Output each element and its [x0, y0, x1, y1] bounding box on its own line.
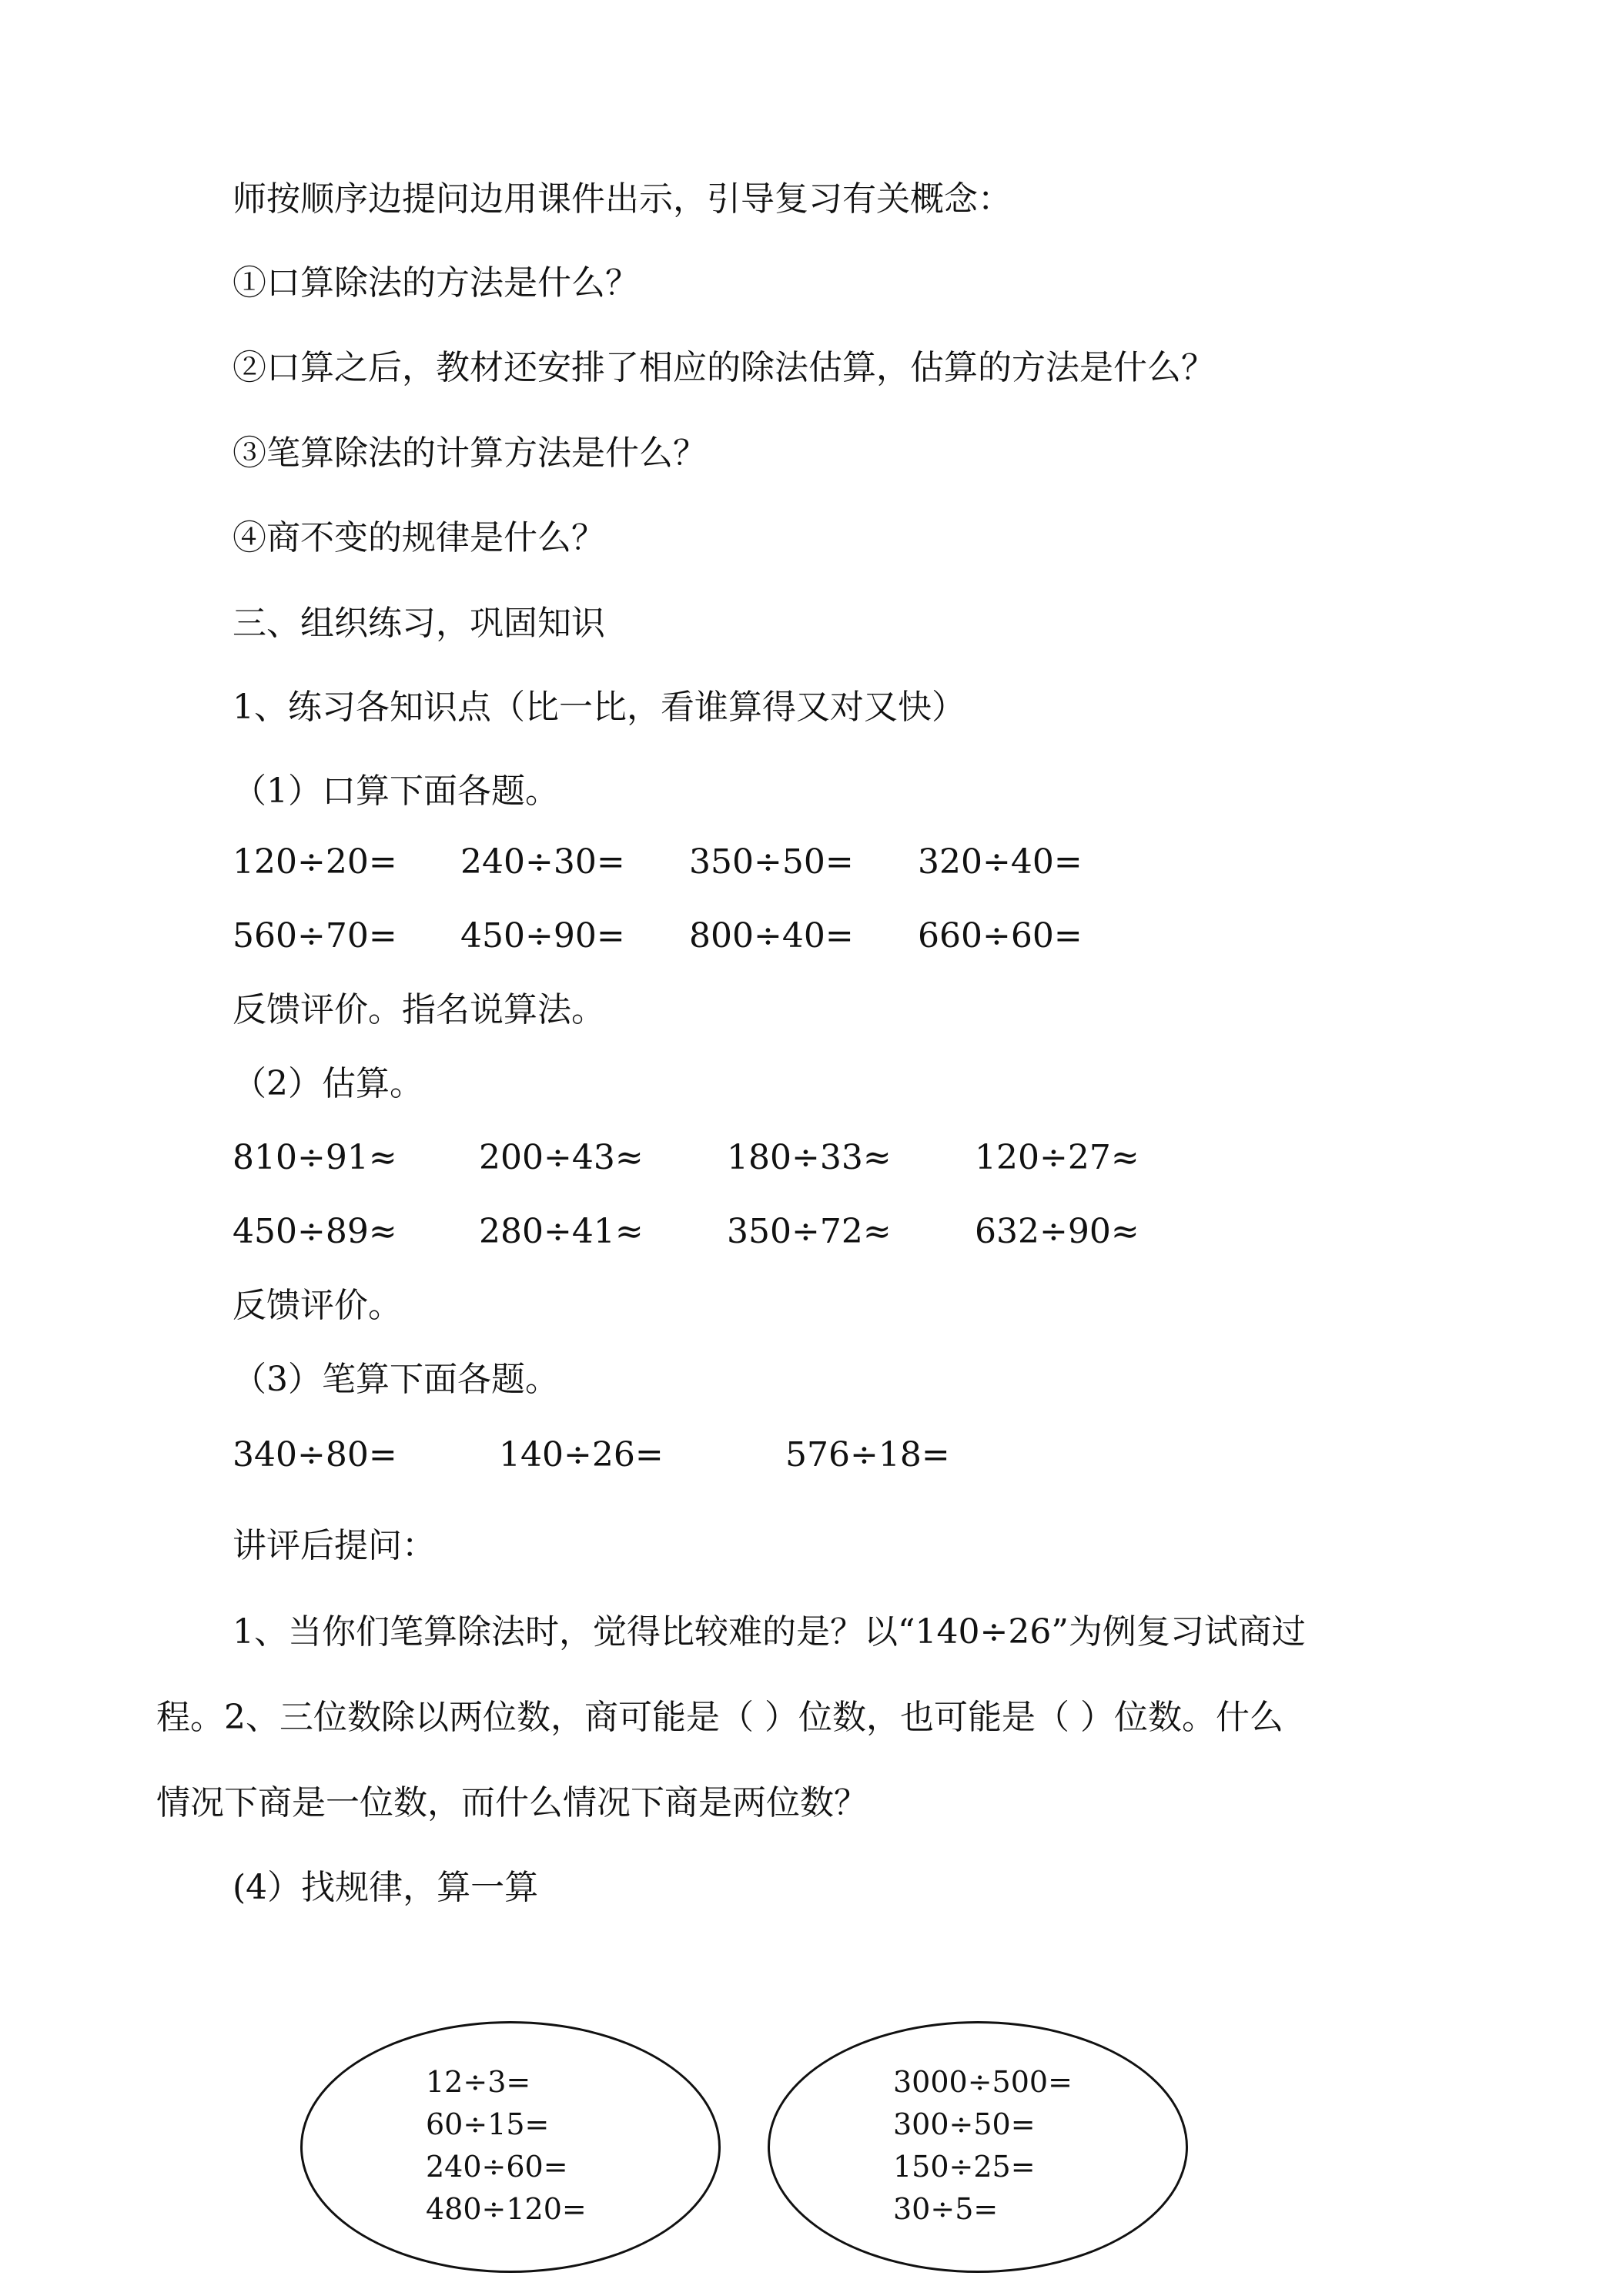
pattern-item: 240÷60= [426, 2150, 568, 2184]
oral-calc-item: 320÷40= [918, 842, 1083, 882]
estimation-item: 350÷72≈ [727, 1212, 892, 1251]
paragraph-line-1: 1、当你们笔算除法时，觉得比较难的是？以“140÷26”为例复习试商过 [233, 1612, 1306, 1652]
written-calc-item: 140÷26= [499, 1435, 664, 1474]
review-prompt: 讲评后提问： [233, 1526, 436, 1565]
estimation-item: 120÷27≈ [975, 1138, 1139, 1177]
estimation-item: 450÷89≈ [233, 1212, 397, 1251]
paragraph-line-3: 情况下商是一位数，而什么情况下商是两位数？ [156, 1783, 868, 1822]
pattern-oval-left [300, 2021, 721, 2273]
intro-text: 师按顺序边提问边用课件出示，引导复习有关概念： [233, 179, 1012, 219]
oral-calc-item: 450÷90= [460, 916, 625, 956]
pattern-item: 480÷120= [426, 2192, 587, 2226]
subheading-written: （3）笔算下面各题。 [233, 1360, 559, 1399]
oral-calc-item: 660÷60= [918, 916, 1083, 956]
question-3: ③笔算除法的计算方法是什么？ [233, 433, 707, 473]
pattern-item: 150÷25= [893, 2150, 1036, 2184]
pattern-item: 12÷3= [426, 2065, 531, 2099]
written-calc-item: 576÷18= [785, 1435, 950, 1474]
written-calc-item: 340÷80= [233, 1435, 397, 1474]
pattern-item: 30÷5= [893, 2192, 999, 2226]
feedback-2: 反馈评价。 [233, 1286, 402, 1325]
practice-heading: 1、练习各知识点（比一比，看谁算得又对又快） [233, 688, 965, 727]
feedback-1: 反馈评价。指名说算法。 [233, 990, 605, 1029]
oral-calc-item: 800÷40= [689, 916, 854, 956]
subheading-pattern: (4）找规律，算一算 [233, 1868, 539, 1907]
estimation-item: 200÷43≈ [479, 1138, 644, 1177]
estimation-item: 180÷33≈ [727, 1138, 892, 1177]
pattern-item: 3000÷500= [893, 2065, 1073, 2099]
oral-calc-item: 240÷30= [460, 842, 625, 882]
pattern-item: 60÷15= [426, 2107, 550, 2141]
pattern-item: 300÷50= [893, 2107, 1036, 2141]
estimation-item: 810÷91≈ [233, 1138, 397, 1177]
pattern-oval-right [768, 2021, 1188, 2273]
oral-calc-item: 120÷20= [233, 842, 397, 882]
oral-calc-item: 350÷50= [689, 842, 854, 882]
paragraph-line-2: 程。2、三位数除以两位数，商可能是（ ）位数，也可能是（ ）位数。什么 [156, 1698, 1283, 1737]
question-4: ④商不变的规律是什么？ [233, 518, 605, 557]
question-1: ①口算除法的方法是什么？ [233, 263, 639, 303]
estimation-item: 632÷90≈ [975, 1212, 1139, 1251]
estimation-item: 280÷41≈ [479, 1212, 644, 1251]
question-2: ②口算之后，教材还安排了相应的除法估算，估算的方法是什么？ [233, 348, 1215, 387]
subheading-oral: （1）口算下面各题。 [233, 771, 559, 811]
subheading-estimate: （2）估算。 [233, 1064, 423, 1103]
section-heading-3: 三、组织练习，巩固知识 [233, 604, 605, 643]
oral-calc-item: 560÷70= [233, 916, 397, 956]
